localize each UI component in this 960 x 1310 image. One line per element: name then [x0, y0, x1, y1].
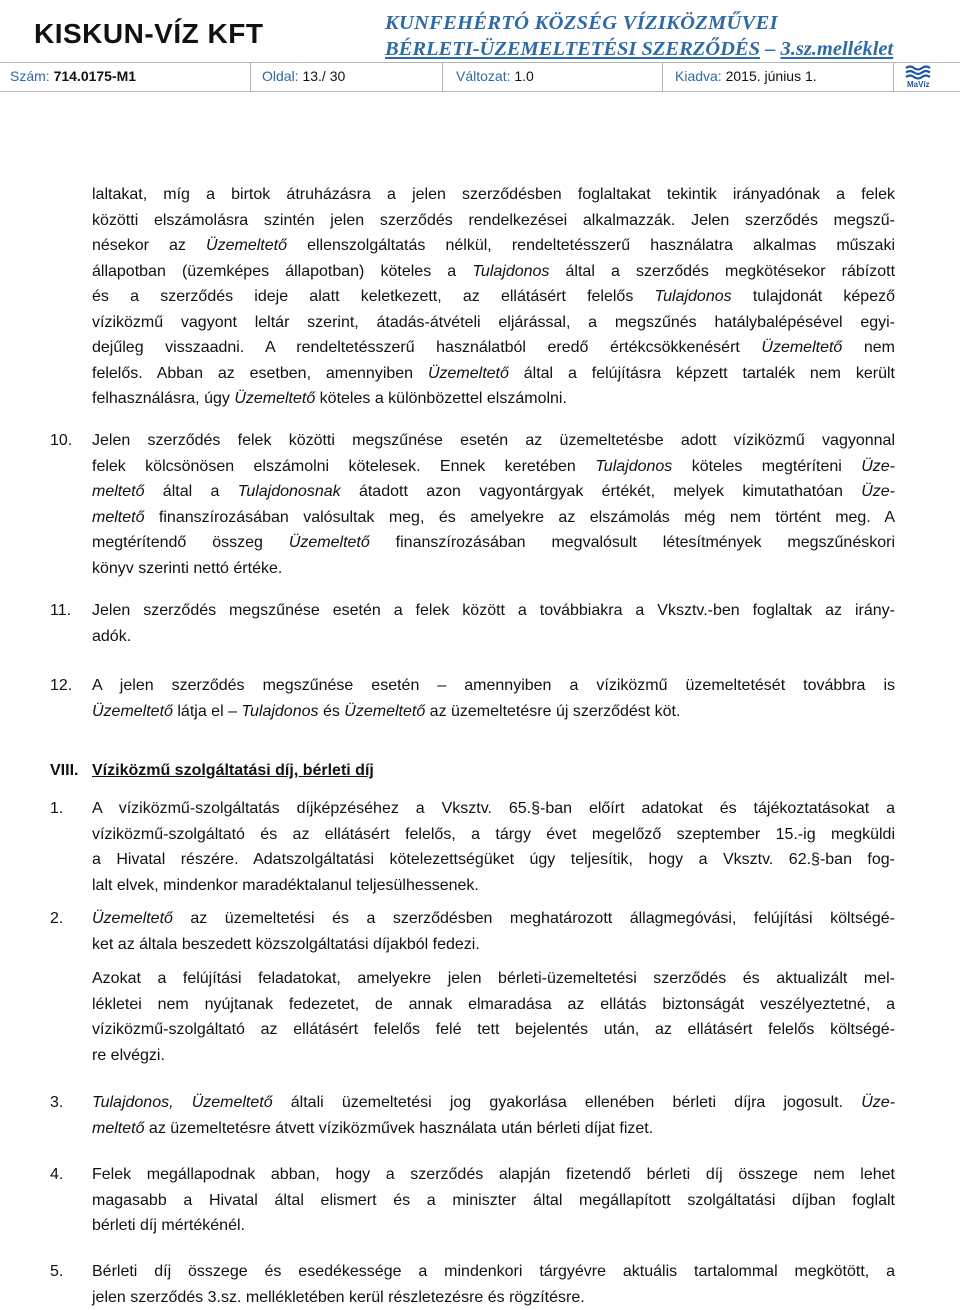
- meta-separator: [893, 62, 894, 92]
- document-title-contract: BÉRLETI-ÜZEMELTETÉSI SZERZŐDÉS: [385, 38, 760, 60]
- page-header: [0, 0, 960, 92]
- document-title-line2: [385, 38, 893, 61]
- doc-number: Szám: 714.0175-M1: [10, 68, 137, 84]
- section-number: VIII.: [50, 762, 79, 779]
- list-item-2-paragraph: Azokat a felújítási feladatokat, amelyekre jelen bérleti-üzemeltetési szerződés és aktualizált mel- lékletei nem nyújtanak fedezetet, de annak elmaradása az ellátás biztonságát veszélyeztetné, a víziközmű-szolgáltató az ellátásért felelős felé tett bejelentés után, az ellátásért felelős költségé- re elvégzi.: [92, 970, 895, 1064]
- meta-separator: [442, 62, 443, 92]
- header-rule-bottom: [0, 91, 960, 92]
- paragraph-continuation: laltakat, míg a birtok átruházásra a jelen szerződésben foglaltakat tekintik irányadónak a felek közötti elszámolásra szintén jelen szerződés rendelkezései alkalmazzák. Jelen szerződés megszű- nésekor az Üzemeltető ellenszolgáltatás nélkül, rendeltetésszerű használatra alkalmas műszaki állapotban (üzemképes állapotban) köteles a Tulajdonos által a szerződés megkötésekor rábízott és a szerződés ideje alatt keletkezett, az ellátásért felelős Tulajdonos tulajdonát képező víziközmű vagyont leltár szerint, átadás-átvételi eljárással, a megszűnés hatálybalépésével egyi- dejűleg visszaadni. A rendeltetésszerű használatból eredő értékcsökkenésért Üzemeltető nem felelős. Abban az esetben, amennyiben Üzemeltető által a felújításra képzett tartalék nem került felhasználásra, úgy Üzemeltető köteles a különbözettel elszámolni.: [92, 186, 896, 407]
- meta-separator: [250, 62, 251, 92]
- logo-text: MaVíz: [907, 80, 930, 89]
- document-title-dash: –: [759, 38, 781, 60]
- issue-date: Kiadva: 2015. június 1.: [675, 68, 817, 84]
- section-title: Víziközmű szolgáltatási díj, bérleti díj: [92, 762, 374, 779]
- version: Változat: 1.0: [456, 68, 534, 84]
- meta-separator: [662, 62, 663, 92]
- document-title-annex: 3.sz.melléklet: [780, 38, 894, 60]
- section-heading: [50, 758, 374, 784]
- page-number: Oldal: 13./ 30: [262, 68, 346, 84]
- document-title-line1: KUNFEHÉRTÓ KÖZSÉG VÍZIKÖZMŰVEI: [385, 12, 778, 34]
- company-name: KISKUN-VÍZ KFT: [34, 18, 264, 49]
- header-meta-row: [0, 63, 960, 91]
